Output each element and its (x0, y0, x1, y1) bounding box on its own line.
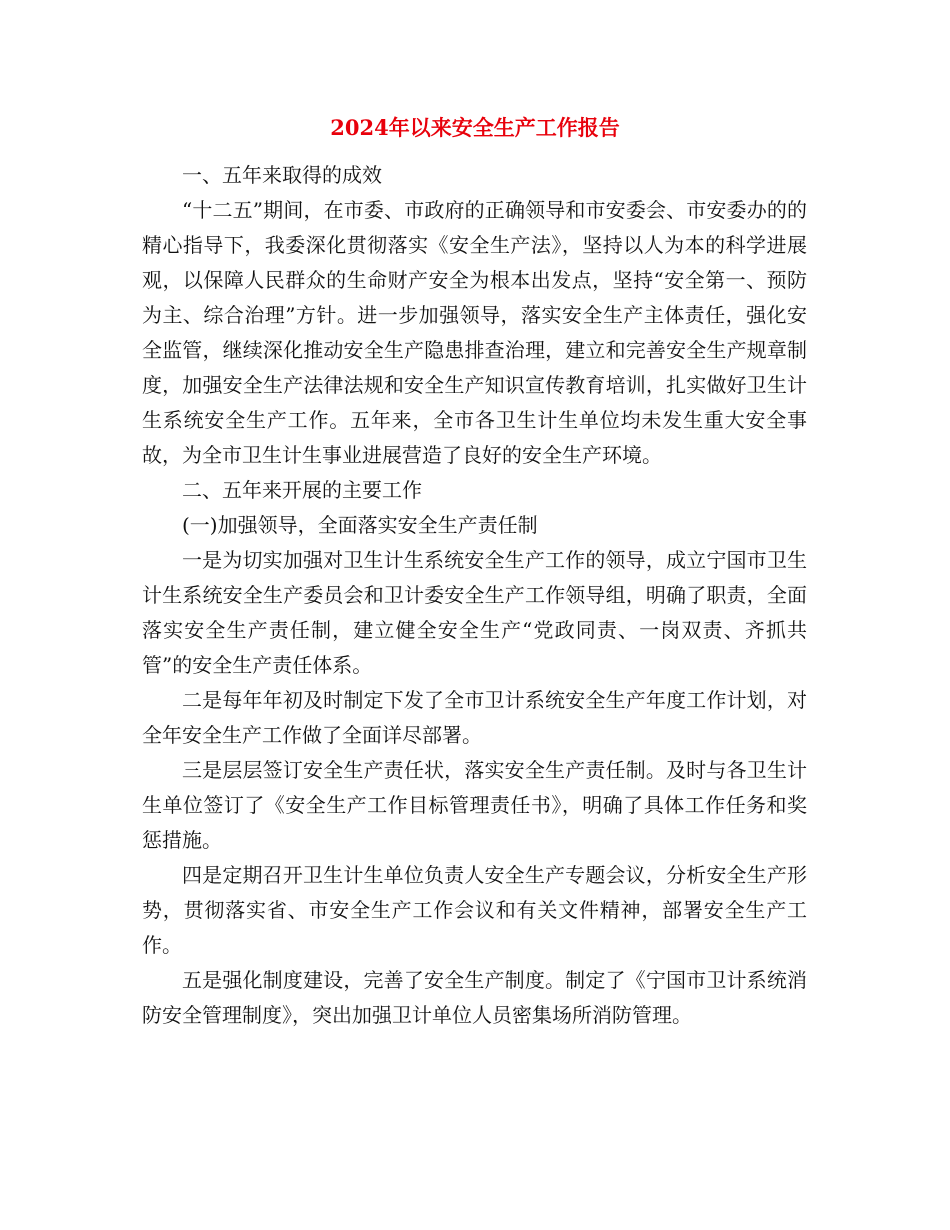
subsection-heading-1: (一)加强领导，全面落实安全生产责任制 (182, 513, 538, 537)
document-body (142, 158, 807, 1033)
paragraph-achievements: “十二五”期间，在市委、市政府的正确领导和市安委会、市安委办的的精心指导下，我委深化贯彻落实《安全生产法》，坚持以人为本的科学进展观，以保障人民群众的生命财产安全为根本出发点，坚持“安全第一、预防为主、综合治理”方针。进一步加强领导，落实安全生产主体责任，强化安全监管，继续深化推动安全生产隐患排查治理，建立和完善安全生产规章制度，加强安全生产法律法规和安全生产知识宣传教育培训，扎实做好卫生计生系统安全生产工作。五年来，全市各卫生计生单位均未发生重大安全事故，为全市卫生计生事业进展营造了良好的安全生产环境。 (142, 198, 807, 467)
paragraph-item-2: 二是每年年初及时制定下发了全市卫计系统安全生产年度工作计划，对全年安全生产工作做了全面详尽部署。 (142, 688, 807, 747)
document-title: 2024年以来安全生产工作报告 (330, 115, 620, 140)
section-heading-2: 二、五年来开展的主要工作 (182, 478, 422, 502)
paragraph-item-4: 四是定期召开卫生计生单位负责人安全生产专题会议，分析安全生产形势，贯彻落实省、市安全生产工作会议和有关文件精神，部署安全生产工作。 (142, 863, 807, 957)
paragraph-item-5: 五是强化制度建设，完善了安全生产制度。制定了《宁国市卫计系统消防安全管理制度》，突出加强卫计单位人员密集场所消防管理。 (142, 968, 807, 1027)
section-heading-1: 一、五年来取得的成效 (182, 163, 382, 187)
paragraph-item-1: 一是为切实加强对卫生计生系统安全生产工作的领导，成立宁国市卫生计生系统安全生产委员会和卫计委安全生产工作领导组，明确了职责，全面落实安全生产责任制，建立健全安全生产“党政同责、一岗双责、齐抓共管”的安全生产责任体系。 (142, 548, 807, 677)
paragraph-item-3: 三是层层签订安全生产责任状，落实安全生产责任制。及时与各卫生计生单位签订了《安全生产工作目标管理责任书》，明确了具体工作任务和奖惩措施。 (142, 758, 807, 852)
